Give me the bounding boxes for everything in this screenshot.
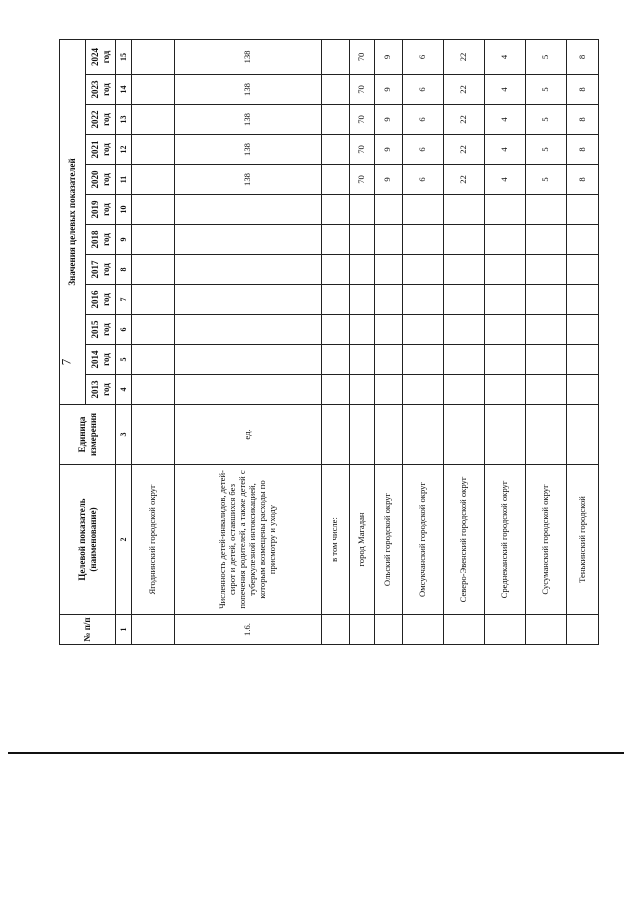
row-value: 6 bbox=[402, 75, 443, 105]
row-value bbox=[375, 345, 402, 375]
header-year: 2017 год bbox=[86, 255, 116, 285]
row-value bbox=[566, 375, 598, 405]
row-value: 8 bbox=[566, 75, 598, 105]
row-value: 5 bbox=[525, 105, 566, 135]
row-value bbox=[566, 285, 598, 315]
rotated-table-container bbox=[59, 40, 599, 645]
header-unit: Единица измерения bbox=[60, 405, 116, 465]
row-value: 6 bbox=[402, 39, 443, 74]
row-unit bbox=[484, 405, 525, 465]
row-value bbox=[566, 225, 598, 255]
row-value bbox=[321, 105, 350, 135]
row-value: 6 bbox=[402, 165, 443, 195]
row-value: 9 bbox=[375, 135, 402, 165]
row-value: 138 bbox=[175, 39, 321, 74]
row-value bbox=[132, 285, 175, 315]
row-value bbox=[321, 255, 350, 285]
row-value bbox=[566, 315, 598, 345]
column-number: 13 bbox=[116, 105, 132, 135]
column-number: 10 bbox=[116, 195, 132, 225]
row-value bbox=[375, 285, 402, 315]
header-num: № п/п bbox=[60, 615, 116, 645]
row-value bbox=[175, 255, 321, 285]
row-value: 5 bbox=[525, 39, 566, 74]
row-name: Ягоднинский городской округ bbox=[132, 465, 175, 615]
row-value bbox=[321, 285, 350, 315]
row-num bbox=[484, 615, 525, 645]
header-year: 2021 год bbox=[86, 135, 116, 165]
row-value: 22 bbox=[443, 165, 484, 195]
column-number: 9 bbox=[116, 225, 132, 255]
header-name: Целевой показатель (наименование) bbox=[60, 465, 116, 615]
row-value bbox=[375, 195, 402, 225]
row-value bbox=[321, 195, 350, 225]
header-year: 2019 год bbox=[86, 195, 116, 225]
row-value bbox=[443, 285, 484, 315]
row-value bbox=[350, 345, 375, 375]
row-unit bbox=[132, 405, 175, 465]
row-value bbox=[321, 375, 350, 405]
row-value: 4 bbox=[484, 39, 525, 74]
row-value bbox=[402, 345, 443, 375]
row-value bbox=[402, 375, 443, 405]
row-value bbox=[321, 135, 350, 165]
column-number: 7 bbox=[116, 285, 132, 315]
row-value: 138 bbox=[175, 165, 321, 195]
row-num bbox=[525, 615, 566, 645]
row-value: 8 bbox=[566, 39, 598, 74]
row-value bbox=[132, 165, 175, 195]
header-year: 2018 год bbox=[86, 225, 116, 255]
row-value: 70 bbox=[350, 75, 375, 105]
row-unit: ед. bbox=[175, 405, 321, 465]
row-name: Тенькинский городской bbox=[566, 465, 598, 615]
row-value bbox=[525, 375, 566, 405]
row-value bbox=[484, 315, 525, 345]
table-row bbox=[443, 39, 484, 644]
table-row bbox=[350, 39, 375, 644]
row-value bbox=[375, 255, 402, 285]
header-year: 2015 год bbox=[86, 315, 116, 345]
row-value bbox=[350, 315, 375, 345]
row-num bbox=[402, 615, 443, 645]
row-value bbox=[375, 315, 402, 345]
header-year: 2023 год bbox=[86, 75, 116, 105]
table-row bbox=[321, 39, 350, 644]
row-value bbox=[402, 285, 443, 315]
row-value bbox=[566, 195, 598, 225]
row-value bbox=[321, 39, 350, 74]
row-value bbox=[402, 225, 443, 255]
row-value: 8 bbox=[566, 135, 598, 165]
row-num bbox=[132, 615, 175, 645]
row-value bbox=[484, 375, 525, 405]
row-value bbox=[132, 135, 175, 165]
row-value: 70 bbox=[350, 105, 375, 135]
row-value bbox=[132, 39, 175, 74]
header-year: 2014 год bbox=[86, 345, 116, 375]
row-value bbox=[132, 225, 175, 255]
row-num bbox=[566, 615, 598, 645]
table-row bbox=[525, 39, 566, 644]
table-row bbox=[402, 39, 443, 644]
row-value bbox=[443, 315, 484, 345]
row-value bbox=[350, 285, 375, 315]
header-year: 2024 год bbox=[86, 39, 116, 74]
row-unit bbox=[321, 405, 350, 465]
row-value bbox=[484, 345, 525, 375]
row-value bbox=[175, 195, 321, 225]
row-name: Сусуманский городской округ bbox=[525, 465, 566, 615]
row-value bbox=[525, 195, 566, 225]
row-value: 5 bbox=[525, 75, 566, 105]
row-value: 4 bbox=[484, 135, 525, 165]
row-value bbox=[175, 345, 321, 375]
row-value bbox=[402, 255, 443, 285]
page-number: 7 bbox=[58, 358, 74, 366]
row-value bbox=[484, 285, 525, 315]
row-value bbox=[321, 225, 350, 255]
column-number: 15 bbox=[116, 39, 132, 74]
row-value: 70 bbox=[350, 135, 375, 165]
row-value bbox=[175, 315, 321, 345]
row-num bbox=[350, 615, 375, 645]
column-number: 3 bbox=[116, 405, 132, 465]
row-value bbox=[484, 225, 525, 255]
row-value: 22 bbox=[443, 39, 484, 74]
header-year: 2016 год bbox=[86, 285, 116, 315]
row-value: 4 bbox=[484, 105, 525, 135]
row-name: Среднеканский городской округ bbox=[484, 465, 525, 615]
row-value bbox=[443, 255, 484, 285]
row-unit bbox=[566, 405, 598, 465]
row-value bbox=[525, 345, 566, 375]
row-value bbox=[132, 375, 175, 405]
row-value: 8 bbox=[566, 165, 598, 195]
row-value bbox=[132, 105, 175, 135]
row-value bbox=[566, 255, 598, 285]
row-num bbox=[375, 615, 402, 645]
row-value bbox=[525, 225, 566, 255]
row-unit bbox=[350, 405, 375, 465]
column-number: 6 bbox=[116, 315, 132, 345]
row-value: 9 bbox=[375, 39, 402, 74]
row-num: 1.6. bbox=[175, 615, 321, 645]
row-value: 70 bbox=[350, 39, 375, 74]
column-number: 12 bbox=[116, 135, 132, 165]
row-value: 4 bbox=[484, 165, 525, 195]
row-value bbox=[175, 375, 321, 405]
row-value bbox=[443, 375, 484, 405]
row-value bbox=[525, 285, 566, 315]
row-value bbox=[350, 255, 375, 285]
targets-table bbox=[59, 39, 599, 645]
row-unit bbox=[375, 405, 402, 465]
table-row bbox=[566, 39, 598, 644]
row-value bbox=[321, 315, 350, 345]
row-unit bbox=[402, 405, 443, 465]
row-value bbox=[350, 195, 375, 225]
row-value bbox=[132, 195, 175, 225]
header-year: 2013 год bbox=[86, 375, 116, 405]
row-value bbox=[443, 225, 484, 255]
row-value bbox=[132, 345, 175, 375]
header-values-group: Значения целевых показателей bbox=[60, 39, 86, 404]
row-value bbox=[321, 75, 350, 105]
row-value bbox=[350, 375, 375, 405]
row-unit bbox=[525, 405, 566, 465]
table-row bbox=[175, 39, 321, 644]
row-value: 138 bbox=[175, 105, 321, 135]
row-value: 70 bbox=[350, 165, 375, 195]
column-number: 4 bbox=[116, 375, 132, 405]
row-value bbox=[132, 75, 175, 105]
row-num bbox=[321, 615, 350, 645]
column-number: 14 bbox=[116, 75, 132, 105]
column-number: 2 bbox=[116, 465, 132, 615]
row-value: 6 bbox=[402, 105, 443, 135]
table-row bbox=[132, 39, 175, 644]
row-value: 9 bbox=[375, 105, 402, 135]
table-row bbox=[484, 39, 525, 644]
row-num bbox=[443, 615, 484, 645]
column-number: 5 bbox=[116, 345, 132, 375]
row-value bbox=[132, 315, 175, 345]
row-value: 22 bbox=[443, 135, 484, 165]
row-value bbox=[321, 165, 350, 195]
row-name: Омсукчанский городской округ bbox=[402, 465, 443, 615]
row-value: 5 bbox=[525, 135, 566, 165]
row-value bbox=[566, 345, 598, 375]
row-value bbox=[525, 315, 566, 345]
row-value bbox=[443, 345, 484, 375]
row-value bbox=[375, 225, 402, 255]
row-value: 138 bbox=[175, 75, 321, 105]
row-value bbox=[175, 225, 321, 255]
row-value bbox=[484, 195, 525, 225]
row-name: в том числе: bbox=[321, 465, 350, 615]
column-number: 8 bbox=[116, 255, 132, 285]
row-value bbox=[375, 375, 402, 405]
row-value: 5 bbox=[525, 165, 566, 195]
row-value: 4 bbox=[484, 75, 525, 105]
row-value: 6 bbox=[402, 135, 443, 165]
row-value bbox=[350, 225, 375, 255]
row-value: 8 bbox=[566, 105, 598, 135]
table-row bbox=[375, 39, 402, 644]
row-value bbox=[484, 255, 525, 285]
column-number: 11 bbox=[116, 165, 132, 195]
row-value bbox=[402, 315, 443, 345]
header-year: 2022 год bbox=[86, 105, 116, 135]
row-unit bbox=[443, 405, 484, 465]
row-value bbox=[443, 195, 484, 225]
row-value bbox=[175, 285, 321, 315]
row-name: Северо-Эвенский городской округ bbox=[443, 465, 484, 615]
row-value bbox=[402, 195, 443, 225]
column-number: 1 bbox=[116, 615, 132, 645]
row-value bbox=[525, 255, 566, 285]
row-name: Численность детей-инвалидов, детей-сирот и детей, оставшихся без попечения родителей, а также детей с туберкулезной интоксикацией, которым возмещены расходы по присмотру и уходу bbox=[175, 465, 321, 615]
row-value: 22 bbox=[443, 75, 484, 105]
page-divider bbox=[8, 752, 624, 754]
row-value: 138 bbox=[175, 135, 321, 165]
row-value: 9 bbox=[375, 75, 402, 105]
row-value: 22 bbox=[443, 105, 484, 135]
row-name: город Магадан bbox=[350, 465, 375, 615]
row-value bbox=[132, 255, 175, 285]
header-year: 2020 год bbox=[86, 165, 116, 195]
row-value: 9 bbox=[375, 165, 402, 195]
row-value bbox=[321, 345, 350, 375]
row-name: Ольский городской округ bbox=[375, 465, 402, 615]
